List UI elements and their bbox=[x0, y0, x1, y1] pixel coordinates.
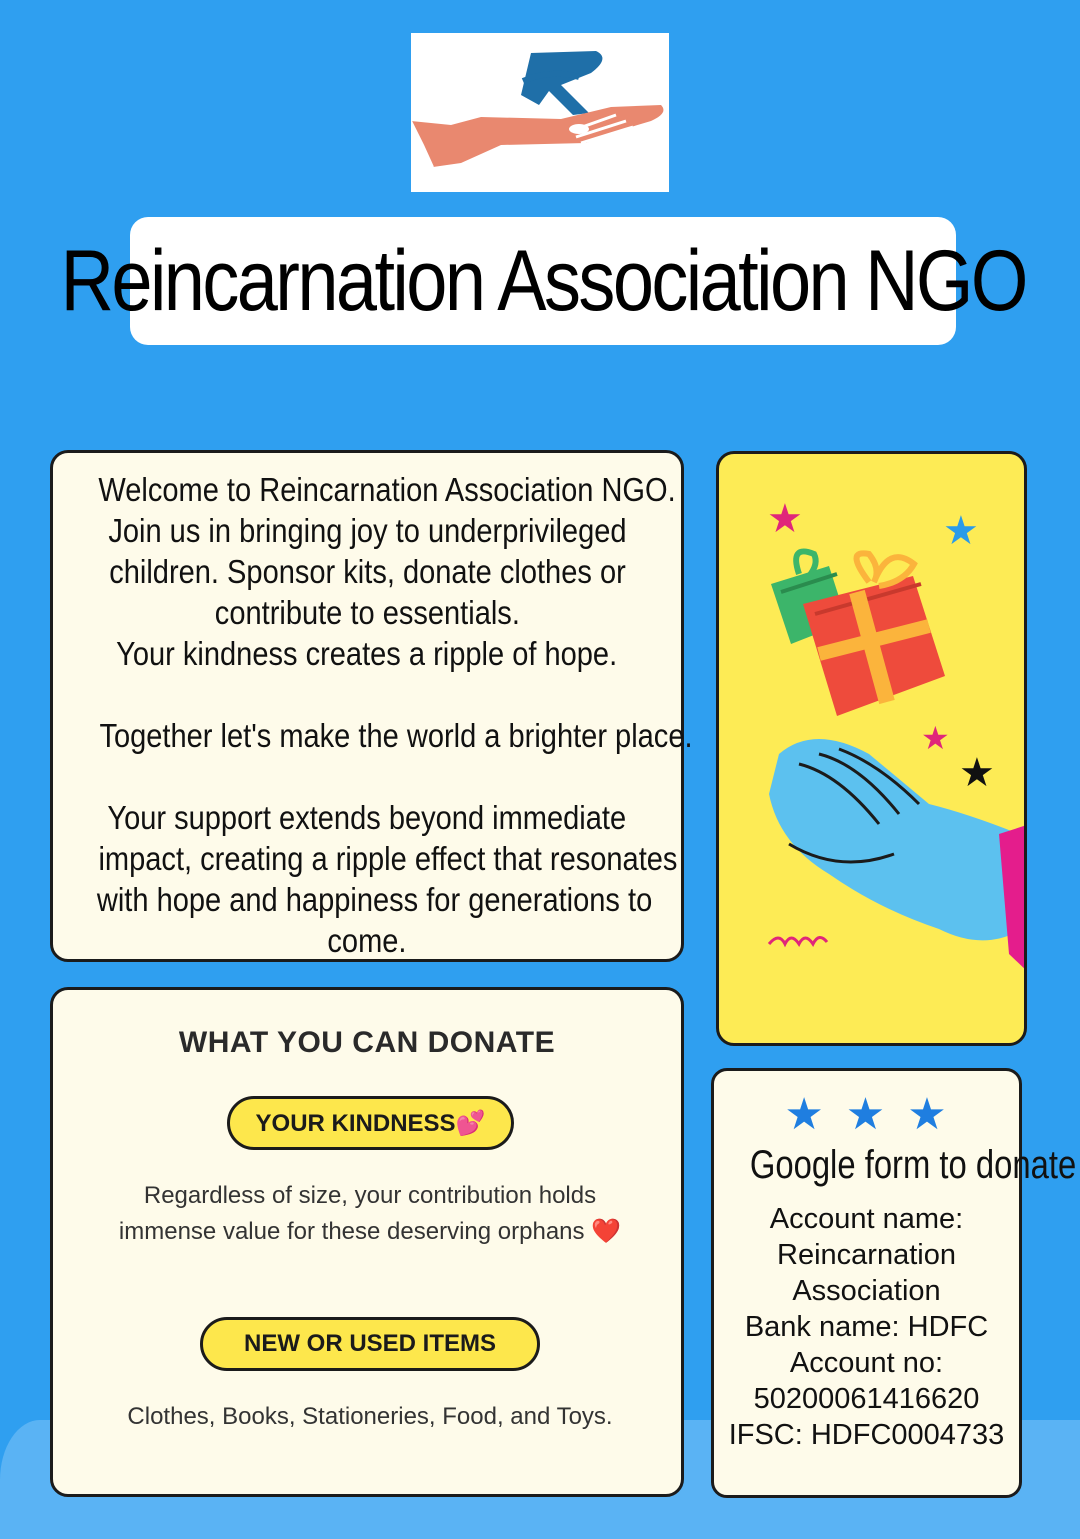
title-banner bbox=[60, 217, 1026, 345]
together-line: Together let's make the world a brighter place. bbox=[99, 717, 693, 754]
bank-lines bbox=[714, 1201, 1019, 1453]
support-line: come. bbox=[327, 922, 407, 959]
account-name-value: Association bbox=[792, 1275, 941, 1307]
welcome-line: contribute to essentials. bbox=[214, 594, 520, 631]
bank-details-panel bbox=[711, 1068, 1077, 1498]
welcome-line: children. Sponsor kits, donate clothes or bbox=[108, 553, 626, 590]
support-line: Your support extends beyond immediate bbox=[107, 799, 627, 836]
gift-illustration-panel bbox=[716, 451, 1027, 1046]
svg-text:★: ★ bbox=[767, 496, 803, 542]
items-pill: NEW OR USED ITEMS bbox=[200, 1317, 540, 1371]
svg-text:★: ★ bbox=[943, 508, 979, 554]
welcome-line: Your kindness creates a ripple of hope. bbox=[116, 635, 618, 672]
logo bbox=[411, 33, 669, 192]
welcome-line: Join us in bringing joy to underprivileged bbox=[107, 512, 627, 549]
stars-decoration: ★★★ bbox=[784, 1090, 969, 1139]
items-description: Clothes, Books, Stationeries, Food, and Toys. bbox=[127, 1403, 613, 1430]
google-form-link[interactable]: Google form to donate bbox=[749, 1143, 1077, 1187]
support-line: with hope and happiness for generations to bbox=[96, 881, 653, 918]
welcome-panel bbox=[50, 450, 693, 962]
donate-heading: WHAT YOU CAN DONATE bbox=[178, 1026, 556, 1059]
account-no-value: 50200061416620 bbox=[753, 1383, 980, 1415]
ifsc-code: IFSC: HDFC0004733 bbox=[728, 1419, 1005, 1451]
hand-with-r-logo-icon bbox=[411, 33, 669, 192]
svg-text:★: ★ bbox=[921, 719, 950, 757]
support-line: impact, creating a ripple effect that resonates bbox=[98, 840, 678, 877]
bank-name: Bank name: HDFC bbox=[744, 1311, 989, 1343]
kindness-description: Regardless of size, your contribution holds immense value for these deserving orphans ❤️ bbox=[118, 1182, 622, 1245]
account-no-label: Account no: bbox=[789, 1347, 944, 1379]
kindness-pill: YOUR KINDNESS💕 bbox=[227, 1096, 514, 1150]
page-title: Reincarnation Association NGO bbox=[60, 232, 1026, 329]
welcome-line: Welcome to Reincarnation Association NGO. bbox=[98, 471, 676, 508]
donate-panel bbox=[50, 987, 684, 1497]
svg-text:★: ★ bbox=[959, 750, 995, 796]
account-name-label: Account name: bbox=[769, 1203, 964, 1235]
account-name-value: Reincarnation bbox=[777, 1239, 956, 1271]
gift-in-hand-icon bbox=[719, 454, 1027, 1046]
